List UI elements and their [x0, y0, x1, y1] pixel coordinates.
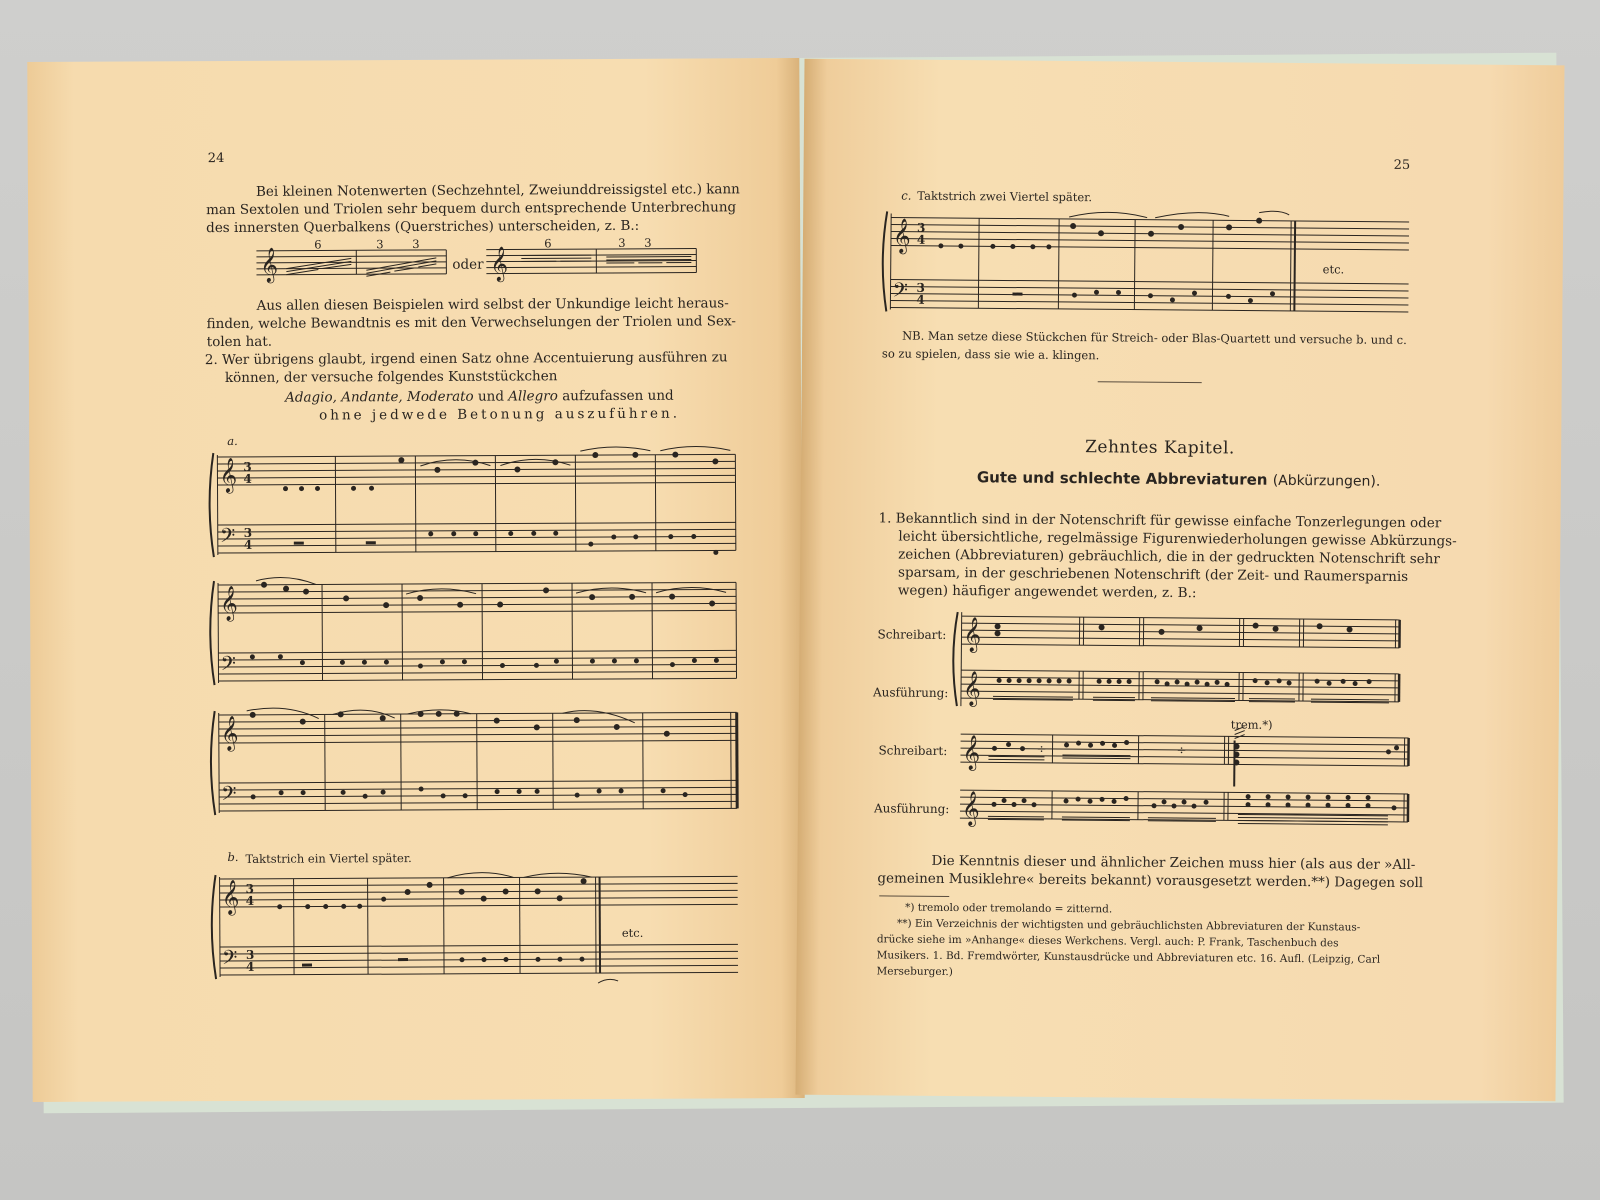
svg-text:4: 4 [916, 292, 925, 307]
item1-line4: sparsam, in der geschriebenen Notenschrift (der Zeit- und Raumersparnis [897, 564, 1409, 585]
heading-main: Gute und schlechte Abbreviaturen [976, 468, 1268, 489]
etc-right: etc. [1322, 262, 1345, 277]
svg-text:4: 4 [243, 537, 253, 552]
svg-text:3: 3 [916, 280, 925, 295]
svg-text:𝄞: 𝄞 [260, 247, 279, 283]
para1-line1: Bei kleinen Notenwerten (Sechzehntel, Zweiunddreissigstel etc.) kann [255, 181, 740, 200]
item1-line2: leicht übersichtliche, regelmässige Figurenwiederholungen gewisse Abkürzungs- [898, 528, 1457, 550]
tuplet-mark-3: 3 [412, 236, 420, 252]
tuplet-mark-4: 6 [544, 236, 552, 251]
label-b: b. [227, 849, 239, 864]
betonung-line: ohne jedwede Betonung auszuführen. [319, 405, 681, 424]
svg-text:3: 3 [243, 459, 252, 474]
page-number-right: 25 [1393, 157, 1411, 173]
svg-text:4: 4 [245, 959, 255, 974]
svg-text:4: 4 [916, 232, 926, 247]
tuplet-mark-2: 3 [376, 237, 384, 252]
tuplet-mark-6: 3 [644, 235, 652, 250]
music-system-2 [206, 570, 747, 693]
tuplet-mark-5: 3 [618, 235, 626, 250]
kenntnis-line2: gemeinen Musiklehre« bereits bekannt) vorausgesetzt werden.**) Dagegen soll [877, 870, 1424, 892]
oder-label: oder [452, 256, 484, 273]
svg-text:𝄞: 𝄞 [892, 218, 911, 254]
abbrev-example-1 [949, 606, 1410, 716]
svg-text:𝄢: 𝄢 [892, 278, 909, 307]
tempo-andante: Andante, [341, 389, 403, 406]
caption-b: Taktstrich ein Viertel später. [245, 851, 412, 866]
label-c: c. [901, 188, 912, 203]
item1-line5: wegen) häufiger angewendet werden, z. B.: [897, 582, 1197, 602]
ausfuehrung-label-1: Ausführung: [872, 685, 949, 700]
para2-line3: tolen hat. [206, 333, 273, 351]
etc-left: etc. [621, 925, 644, 940]
item1-line1: 1. Bekanntlich sind in der Notenschrift für gewisse einfache Tonzerlegungen oder [878, 510, 1442, 532]
nb-line1: NB. Man setze diese Stückchen für Streich- oder Blas-Quartett und versuche b. und c. [902, 328, 1407, 347]
item1-line3: zeichen (Abbreviaturen) gebräuchlich, die in der gedruckten Notenschrift sehr [898, 546, 1440, 568]
svg-text:3: 3 [917, 220, 926, 235]
tempo-moderato: Moderato [406, 388, 474, 406]
schreibart-label-2: Schreibart: [878, 743, 948, 758]
svg-text:4: 4 [245, 893, 255, 908]
tuplet-mark-1: 6 [314, 237, 322, 252]
item2-line1: 2. Wer übrigens glaubt, irgend einen Satz ohne Accentuierung ausführen zu [204, 349, 728, 369]
svg-text:÷: ÷ [1036, 741, 1047, 756]
tempo-allegro: Allegro [508, 388, 558, 405]
svg-text:3: 3 [243, 525, 253, 540]
nb-line2: so zu spielen, dass sie wie a. klingen. [881, 346, 1100, 363]
footnote-divider [879, 895, 949, 897]
trem-label: trem.*) [1230, 717, 1273, 732]
svg-text:𝄢: 𝄢 [221, 781, 237, 811]
tuplet-example [256, 236, 726, 288]
footnote-2-line2: drücke siehe im »Anhange« dieses Werkchens. Vergl. auch: P. Frank, Taschenbuch des [876, 933, 1339, 950]
svg-text:3: 3 [245, 947, 255, 962]
svg-text:3: 3 [245, 881, 255, 896]
footnote-2-line4: Merseburger.) [876, 965, 953, 979]
abbrev-example-2 [948, 724, 1419, 834]
svg-text:𝄞: 𝄞 [221, 879, 240, 916]
svg-text:𝄞: 𝄞 [220, 585, 238, 622]
para2-line2: finden, welche Bewandtnis es mit den Verwechselungen der Triolen und Sex- [206, 313, 736, 333]
tempo-rest: aufzufassen und [562, 387, 674, 405]
left-page [27, 58, 804, 1102]
footnote-2-line3: Musikers. 1. Bd. Fremdwörter, Kunstausdrücke und Abbreviaturen etc. 16. Aufl. (Leipzig, Carl [876, 949, 1381, 966]
item2-line2: können, der versuche folgendes Kunststückchen [224, 368, 558, 386]
svg-text:𝄞: 𝄞 [490, 246, 509, 282]
footnote-2-line1: **) Ein Verzeichnis der wichtigsten und gebräuchlichsten Abbreviaturen der Kunstaus- [896, 917, 1361, 934]
svg-text:4: 4 [243, 471, 252, 486]
svg-text:𝄞: 𝄞 [220, 715, 239, 752]
heading-sub: (Abkürzungen). [1272, 472, 1381, 490]
tempo-adagio: Adagio, [285, 389, 337, 406]
para2-line1: Aus allen diesen Beispielen wird selbst der Unkundige leicht heraus- [256, 295, 729, 314]
footnote-1: *) tremolo oder tremolando = zitternd. [905, 901, 1113, 916]
svg-text:𝄞: 𝄞 [962, 671, 981, 707]
svg-text:𝄢: 𝄢 [219, 523, 236, 553]
music-system-3 [207, 700, 748, 823]
right-page [795, 59, 1564, 1102]
svg-text:𝄢: 𝄢 [220, 651, 236, 681]
svg-text:÷: ÷ [1176, 742, 1187, 758]
kenntnis-line1: Die Kenntnis dieser und ähnlicher Zeichen muss hier (als aus der »All- [931, 852, 1416, 874]
svg-text:𝄞: 𝄞 [961, 791, 980, 827]
para1-line3: des innersten Querbalkens (Querstriches) unterscheiden, z. B.: [206, 217, 640, 237]
chapter-heading [977, 468, 1381, 490]
schreibart-label-1: Schreibart: [877, 627, 947, 642]
tempo-line [285, 387, 674, 407]
para1-line2: man Sextolen und Triolen sehr bequem durch entsprechende Unterbrechung [206, 199, 737, 219]
ausfuehrung-label-2: Ausführung: [873, 801, 950, 816]
svg-text:𝄢: 𝄢 [221, 945, 238, 975]
caption-c: Taktstrich zwei Viertel später. [917, 188, 1093, 205]
page-number-left: 24 [207, 150, 225, 167]
svg-text:𝄞: 𝄞 [219, 457, 238, 494]
label-a: a. [227, 433, 238, 448]
section-divider [1098, 381, 1202, 383]
svg-text:𝄞: 𝄞 [962, 735, 981, 771]
tempo-und: und [477, 388, 505, 405]
music-system-1 [205, 442, 746, 565]
chapter-title: Zehntes Kapitel. [1085, 437, 1235, 459]
svg-text:𝄞: 𝄞 [963, 617, 982, 653]
music-system-b [208, 864, 749, 987]
